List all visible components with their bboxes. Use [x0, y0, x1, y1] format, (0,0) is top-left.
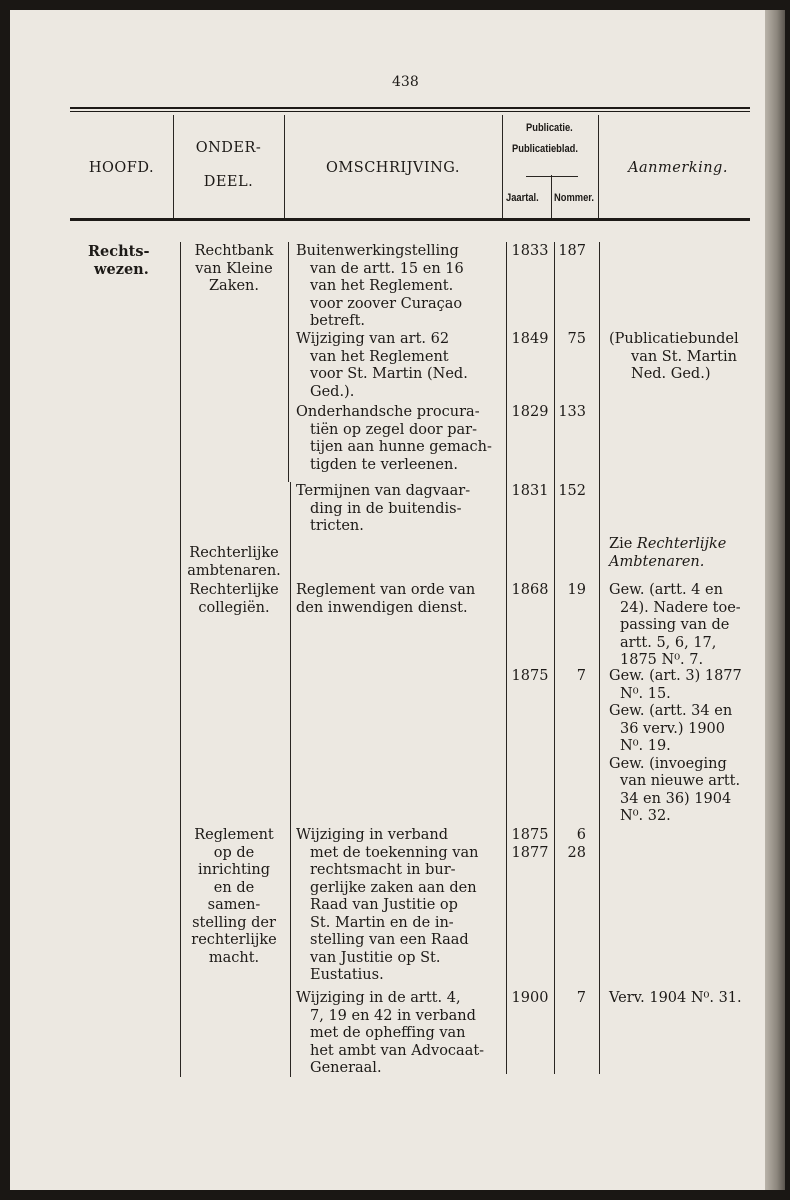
col-divider: [554, 242, 555, 1074]
omschrijving-cell: Wijziging van art. 62 van het Reglement voor St. Martin (Ned. Ged.).: [296, 331, 468, 400]
jaartal-cell: 1849: [511, 331, 549, 347]
nommer-cell: 152: [558, 483, 586, 499]
publicatie-underline: [526, 176, 578, 177]
header-hoofd: HOOFD.: [88, 160, 155, 176]
header-jaartal: Jaartal.: [506, 192, 539, 204]
omschrijving-cell: Onderhandsche procura- tiën op zegel door par- tijen aan hunne gemach- tigden te verleenen.: [296, 404, 492, 473]
hoofd-cell: Rechts- wezen.: [88, 243, 150, 278]
onderdeel-rechterlijke-collegien: Rechterlijke collegiën.: [189, 582, 279, 616]
top-rule: [70, 107, 750, 109]
omschrijving-cell: Reglement van orde van den inwendigen dienst.: [296, 582, 476, 616]
col-divider: [173, 115, 174, 218]
header-omschrijving: OMSCHRIJVING.: [326, 160, 460, 176]
col-divider: [599, 242, 600, 1074]
onderdeel-kleine-zaken: Rechtbank van Kleine Zaken.: [194, 243, 274, 294]
col-divider: [288, 242, 289, 482]
header-onderdeel-line1: ONDER-: [195, 140, 262, 156]
col-divider: [506, 242, 507, 1074]
onderdeel-rechterlijke-ambtenaren: Rechterlijke ambtenaren.: [187, 545, 281, 579]
header-aanmerking: Aanmerking.: [628, 160, 728, 176]
jaartal-cell: 1868: [511, 582, 549, 598]
col-divider: [290, 482, 291, 1077]
aanmerking-cell: Gew. (artt. 4 en 24). Nadere toe- passing van de artt. 5, 6, 17, 1875 N⁰. 7.: [609, 582, 741, 668]
top-rule-thin: [70, 111, 750, 112]
jaartal-cell: 1875: [511, 668, 549, 684]
nommer-cell: 75: [567, 331, 586, 347]
nommer-cell: 7: [576, 668, 586, 684]
nommer-cell: 19: [567, 582, 586, 598]
jaartal-cell: 1900: [511, 990, 549, 1006]
nommer-cell: 187: [558, 243, 586, 259]
header-publicatie: Publicatie.: [526, 122, 573, 134]
page-edge: [765, 10, 785, 1190]
jaartal-cell: 1831: [511, 483, 549, 499]
aanmerking-cell: Gew. (art. 3) 1877 N⁰. 15. Gew. (artt. 34 en 36 verv.) 1900 N⁰. 19. Gew. (invoeging van nieuwe artt. 34 en 36) 1904 N⁰. 32.: [609, 668, 742, 824]
nommer-cell: 7: [576, 990, 586, 1006]
aanmerking-cell: (Publicatiebundel van St. Martin Ned. Ged.): [609, 331, 739, 382]
nommer-cell: 133: [558, 404, 586, 420]
jaartal-cell: 1829: [511, 404, 549, 420]
onderdeel-reglement: Reglement op de inrichting en de samen- stelling der rechterlijke macht.: [191, 827, 277, 966]
header-onderdeel-line2: DEEL.: [203, 174, 254, 190]
jaartal-cell: 1875 1877: [511, 827, 549, 861]
aanmerking-cell: Verv. 1904 N⁰. 31.: [609, 990, 742, 1006]
nommer-cell: 6 28: [567, 827, 586, 861]
header-nommer: Nommer.: [554, 192, 595, 204]
page-number: 438: [392, 74, 419, 90]
header-publicatieblad: Publicatieblad.: [512, 143, 578, 155]
document-page: [10, 10, 765, 1190]
header-rule: [70, 218, 750, 221]
omschrijving-cell: Termijnen van dagvaar- ding in de buitendis- tricten.: [296, 483, 471, 534]
omschrijving-cell: Wijziging in de artt. 4, 7, 19 en 42 in verband met de opheffing van het ambt van Advocaat- Generaal.: [296, 990, 485, 1076]
omschrijving-cell: Wijziging in verband met de toekenning van rechtsmacht in bur- gerlijke zaken aan den Raad van Justitie op St. Martin en de in- stelling van een Raad van Justitie op St. Eustatius.: [296, 827, 479, 983]
col-divider: [551, 175, 552, 218]
jaartal-cell: 1833: [511, 243, 549, 259]
col-divider: [502, 115, 503, 218]
aanmerking-cell: Zie Rechterlijke Ambtenaren.: [609, 536, 727, 570]
omschrijving-cell: Buitenwerkingstelling van de artt. 15 en 16 van het Reglement. voor zoover Curaçao betreft.: [296, 243, 464, 329]
